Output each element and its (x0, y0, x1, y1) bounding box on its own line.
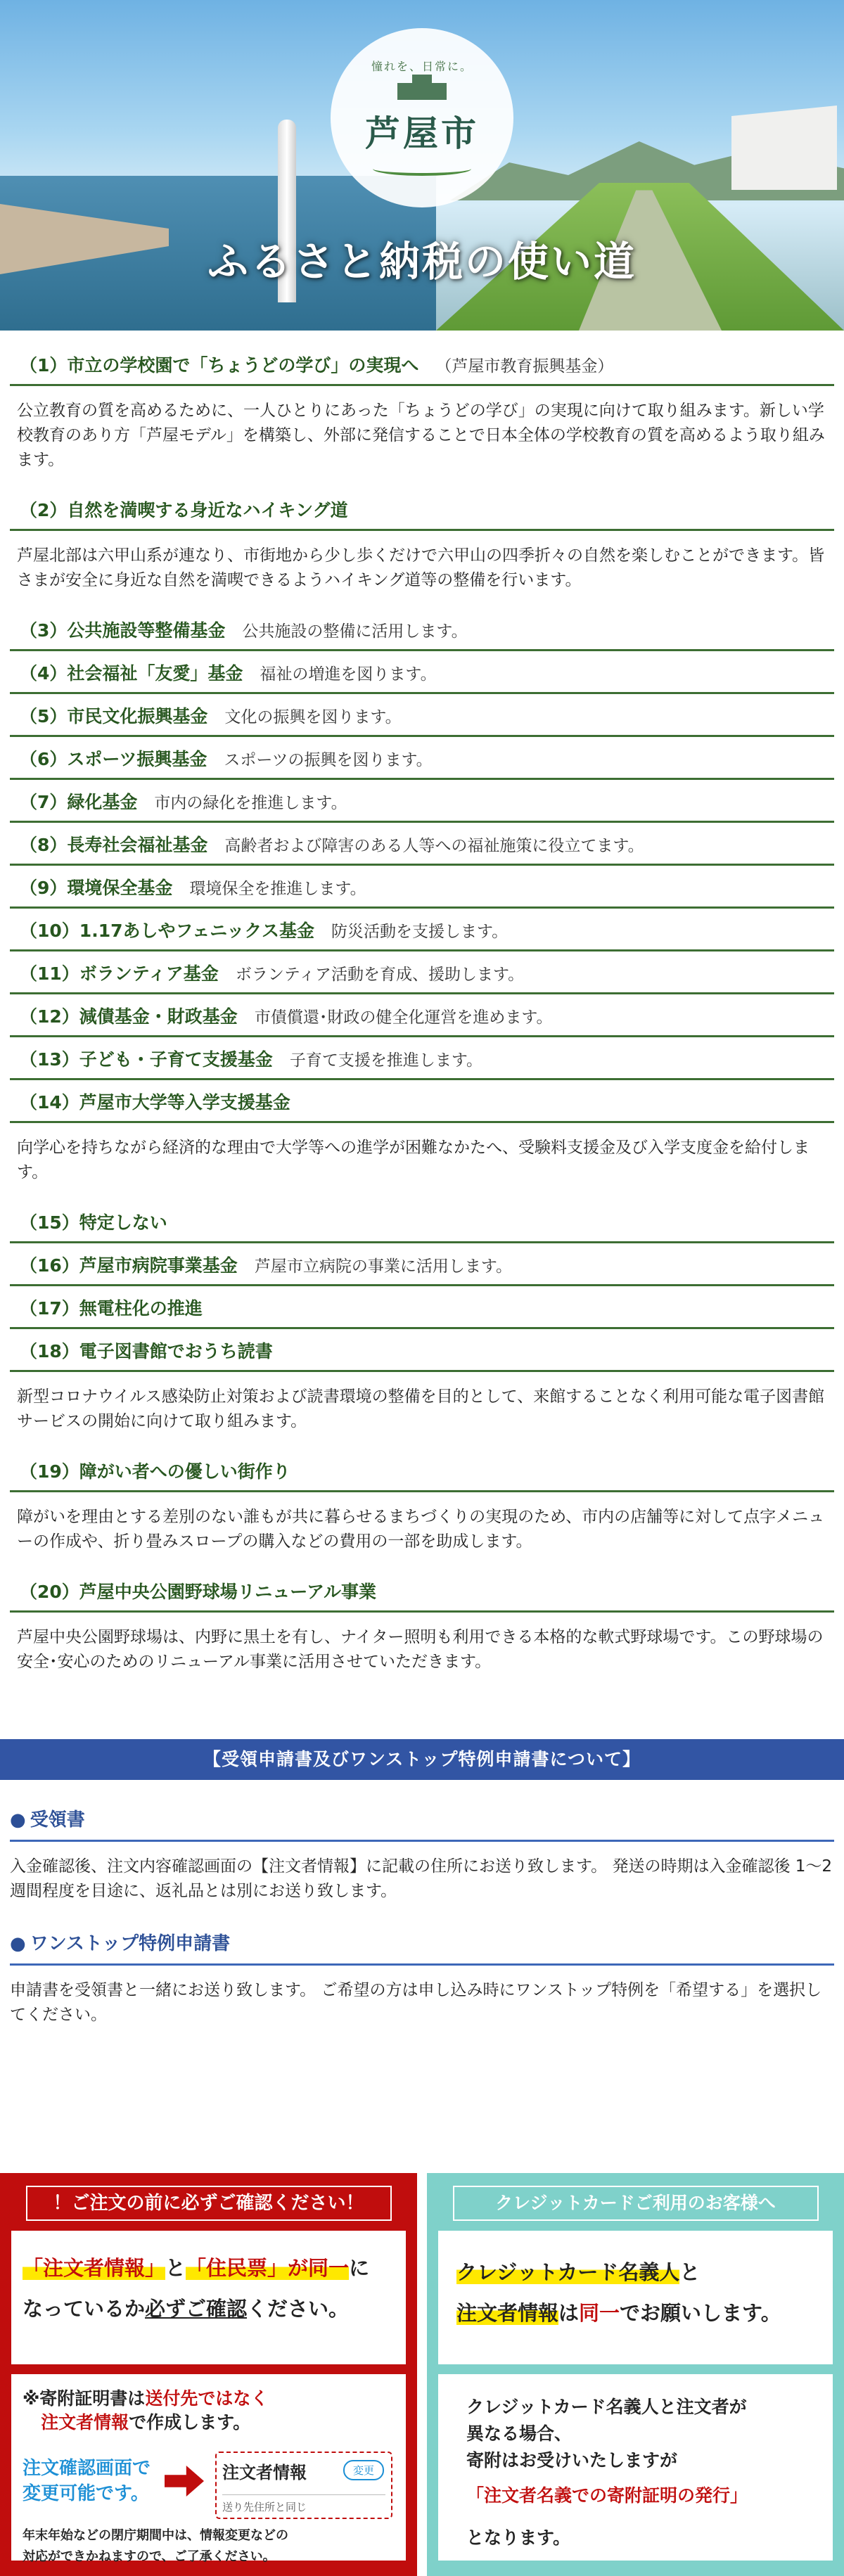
fund-name: 子ども・子育て支援基金 (79, 1049, 273, 1070)
fund-note: 子育て支援を推進します。 (289, 1051, 482, 1070)
fund-name: 電子図書館でおうち読書 (79, 1341, 273, 1361)
fund-heading (10, 343, 834, 386)
fund-number: （12） (20, 1006, 79, 1027)
fund-note: スポーツの振興を図ります。 (224, 751, 433, 769)
hero-banner (0, 0, 844, 331)
fund-heading (10, 1570, 834, 1613)
fund-name: 市立の学校園で「ちょうどの学び」の実現へ (67, 355, 419, 376)
fund-name: 1.17あしやフェニックス基金 (79, 921, 314, 941)
fund-heading (10, 994, 834, 1037)
fund-number: （8） (20, 835, 68, 855)
text-ha: は (558, 2301, 580, 2325)
fund-name: 自然を満喫する身近なハイキング道 (67, 500, 348, 520)
fund-description: 新型コロナウイルス感染防止対策および読書環境の整備を目的として、来館することなく利用可能な電子図書館サービスの開始に向けて取り組みます。 (17, 1388, 825, 1430)
fund-note: （芦屋市教育振興基金） (435, 357, 614, 376)
cert-text-3: 注文者情報 (41, 2412, 129, 2433)
text-check-a: なっているか (23, 2297, 146, 2321)
certificate-note (23, 2387, 395, 2435)
fund-note: 公共施設の整備に活用します。 (242, 622, 468, 641)
change-text-1: 注文確認画面で (23, 2458, 151, 2479)
fund-name: 無電柱化の推進 (79, 1298, 203, 1319)
fund-name: スポーツ振興基金 (67, 749, 207, 769)
fund-heading (10, 1200, 834, 1243)
card-detail-3: 寄附はお受けいたしますが (466, 2450, 678, 2471)
fund-heading (10, 651, 834, 694)
text-same2: 同一 (579, 2301, 620, 2325)
holiday-text-2: 対応ができかねますので、ご了承ください。 (23, 2549, 276, 2564)
change-button: 変更 (343, 2460, 384, 2480)
order-warning-message (11, 2231, 406, 2364)
fund-name: 芦屋市大学等入学支援基金 (79, 1092, 290, 1113)
cert-text-1: ※寄附証明書は (23, 2388, 146, 2409)
change-possible-text (23, 2456, 151, 2506)
fund-number: （2） (20, 500, 68, 520)
form-sample-title: 注文者情報 (222, 2463, 307, 2482)
fund-heading (10, 1037, 834, 1080)
card-detail-5: となります。 (466, 2527, 571, 2548)
fund-number: （7） (20, 792, 68, 812)
change-text-2: 変更可能です。 (23, 2483, 149, 2504)
fund-name: 芦屋市病院事業基金 (79, 1255, 238, 1276)
credit-card-box (427, 2173, 844, 2576)
receipt-body: 入金確認後、注文内容確認画面の【注文者情報】に記載の住所にお送り致します。 発送の時期は入金確認後 1〜2週間程度を目途に、返礼品とは別にお送り致します。 (10, 1857, 833, 1900)
notice-boxes (0, 2173, 844, 2576)
text-must-check: 必ずご確認 (145, 2297, 248, 2321)
hl-resident-card: 「住民票」 (186, 2256, 288, 2280)
fund-heading (10, 1286, 834, 1329)
holiday-text-1: 年末年始などの閉庁期間中は、情報変更などの (23, 2528, 288, 2543)
fund-number: （18） (20, 1341, 79, 1361)
holiday-note (23, 2525, 288, 2568)
receipt-heading (10, 1805, 834, 1842)
fund-name: 長寿社会福祉基金 (67, 835, 208, 855)
fund-heading (10, 780, 834, 823)
fund-number: （16） (20, 1255, 79, 1276)
orderer-form-sample (215, 2452, 392, 2519)
fund-note: ボランティア活動を育成、援助します。 (235, 966, 525, 984)
fund-heading (10, 1329, 834, 1372)
cert-text-4: で作成します。 (129, 2412, 251, 2433)
fund-description: 公立教育の質を高めるために、一人ひとりにあった「ちょうどの学び」の実現に向けて取り組みます。新しい学校教育のあり方「芦屋モデル」を構築し、外部に発信することで日本全体の学校教育の質を高めるよう取り組みます。 (17, 402, 825, 469)
fund-description: 芦屋中央公園野球場は、内野に黒土を有し、ナイター照明も利用できる本格的な軟式野球場です。この野球場の安全･安心のためのリニューアル事業に活用させていただきます。 (17, 1628, 824, 1671)
fund-name: 環境保全基金 (67, 878, 173, 898)
page-title: ふるさと納税の使い道 (207, 238, 637, 286)
fund-heading (10, 694, 834, 737)
fund-number: （6） (20, 749, 68, 769)
hl-orderer-info: 「注文者情報」 (23, 2256, 166, 2280)
hl-same: が同一 (288, 2256, 350, 2280)
cert-text-2: 送付先ではなく (145, 2388, 269, 2409)
fund-heading (10, 1449, 834, 1492)
onestop-heading-text: ワンストップ特例申請書 (30, 1933, 231, 1954)
fund-heading (10, 823, 834, 866)
card-detail-4: 「注文者名義での寄附証明の発行」 (466, 2485, 748, 2506)
fund-list (0, 331, 844, 1690)
fund-description: 向学心を持ちながら経済的な理由で大学等への進学が困難なかたへ、受験料支援金及び入学支度金を給付します。 (17, 1139, 810, 1181)
hl-card-holder: クレジットカード名義人 (456, 2260, 680, 2284)
fund-heading (10, 1080, 834, 1123)
text-to: と (165, 2256, 186, 2280)
logo-city-name: 芦屋市 (365, 113, 479, 154)
fund-heading (10, 488, 834, 531)
fund-number: （10） (20, 921, 79, 941)
bullet-dot-icon: ● (10, 1809, 26, 1831)
order-warning-label: ！ご注文の前に必ずご確認ください！ (26, 2186, 392, 2221)
text-request: でお願いします。 (620, 2301, 781, 2325)
fund-heading (10, 737, 834, 780)
fund-name: 特定しない (79, 1212, 167, 1233)
fund-number: （15） (20, 1212, 79, 1233)
credit-card-label: クレジットカードご利用のお客様へ (453, 2186, 819, 2221)
fund-note: 高齢者および障害のある人等への福祉施策に役立てます。 (224, 837, 644, 855)
fund-note: 市内の緑化を推進します。 (154, 794, 347, 812)
fund-heading (10, 866, 834, 909)
hero-building (731, 84, 837, 190)
fund-description: 芦屋北部は六甲山系が連なり、市街地から少し歩くだけで六甲山の四季折々の自然を楽しむことができます。皆さまが安全に身近な自然を満喫できるようハイキング道等の整備を行います。 (17, 546, 825, 589)
fund-note: 環境保全を推進します。 (189, 880, 366, 898)
fund-number: （13） (20, 1049, 79, 1070)
fund-name: 障がい者への優しい街作り (79, 1461, 290, 1482)
text-ni: に (349, 2256, 370, 2280)
fund-number: （9） (20, 878, 68, 898)
fund-heading (10, 1243, 834, 1286)
fund-note: 福祉の増進を図ります。 (260, 665, 437, 684)
fund-note: 文化の振興を図ります。 (224, 708, 402, 726)
fund-number: （20） (20, 1582, 79, 1602)
fund-number: （5） (20, 706, 68, 726)
logo-tagline: 憧れを、日常に。 (371, 60, 473, 73)
receipt-heading-text: 受領書 (30, 1809, 85, 1831)
fund-name: ボランティア基金 (79, 963, 219, 984)
credit-card-detail (438, 2374, 833, 2561)
fund-name: 減債基金・財政基金 (79, 1006, 238, 1027)
fund-note: 芦屋市立病院の事業に活用します。 (254, 1257, 512, 1276)
onestop-body: 申請書を受領書と一緒にお送り致します。 ご希望の方は申し込み時にワンストップ特例を「希望する」を選択してください。 (10, 1981, 822, 2024)
notice-bar: 【受領申請書及びワンストップ特例申請書について】 (0, 1739, 844, 1780)
hl-orderer-info2: 注文者情報 (456, 2301, 559, 2325)
fund-heading (10, 909, 834, 951)
fund-number: （19） (20, 1461, 79, 1482)
fund-number: （3） (20, 620, 68, 641)
fund-heading (10, 951, 834, 994)
text-to2: と (679, 2260, 701, 2284)
fund-heading (10, 608, 834, 651)
credit-card-message (438, 2231, 833, 2364)
fund-number: （1） (20, 355, 68, 376)
card-detail-2: 異なる場合、 (466, 2423, 573, 2444)
logo-building-icon (397, 72, 447, 100)
fund-number: （17） (20, 1298, 79, 1319)
fund-note: 市債償還･財政の健全化運営を進めます。 (254, 1008, 553, 1027)
fund-number: （4） (20, 663, 68, 684)
city-logo (331, 28, 513, 207)
fund-description: 障がいを理由とする差別のない誰もが共に暮らせるまちづくりの実現のため、市内の店舗等に対して点字メニューの作成や、折り畳みスロープの購入などの費用の一部を助成します。 (17, 1508, 825, 1551)
arrow-right-icon (165, 2466, 204, 2497)
fund-name: 公共施設等整備基金 (67, 620, 226, 641)
fund-number: （14） (20, 1092, 79, 1113)
card-detail-1: クレジットカード名義人と注文者が (466, 2397, 747, 2417)
fund-name: 芦屋中央公園野球場リニューアル事業 (79, 1582, 377, 1602)
text-please: ください。 (247, 2297, 350, 2321)
order-warning-box (0, 2173, 417, 2576)
fund-name: 市民文化振興基金 (67, 706, 208, 726)
fund-name: 社会福祉「友愛」基金 (67, 663, 243, 684)
onestop-heading (10, 1929, 834, 1966)
bullet-dot-icon: ● (10, 1933, 26, 1954)
fund-note: 防災活動を支援します。 (331, 923, 509, 941)
logo-laurel-icon (373, 162, 471, 176)
certificate-note-panel (11, 2374, 406, 2564)
fund-name: 緑化基金 (67, 792, 138, 812)
form-sample-subtext: 送り先住所と同じ (222, 2494, 385, 2514)
fund-number: （11） (20, 963, 79, 984)
